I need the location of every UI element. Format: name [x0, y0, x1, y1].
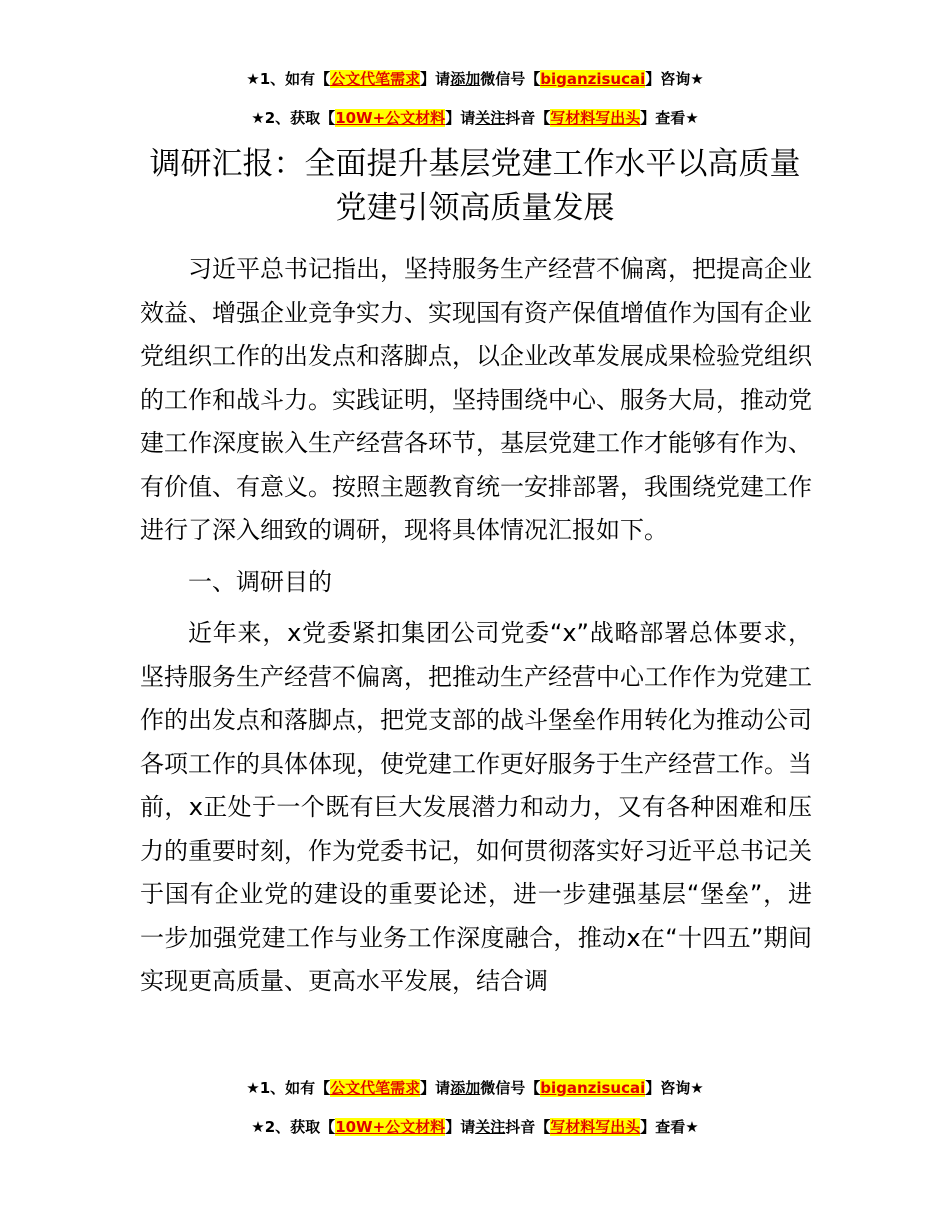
header-promo-line-2	[0, 107, 950, 129]
promo-text: 微信号【	[480, 1079, 541, 1097]
document-title: 调研汇报：全面提升基层党建工作水平以高质量党建引领高质量发展	[149, 146, 801, 226]
promo-highlight: biganzisucai	[540, 70, 646, 88]
promo-highlight: 公文代笔需求	[330, 1079, 421, 1097]
promo-underlined: 关注	[475, 109, 506, 127]
promo-underlined: 添加	[450, 70, 481, 88]
promo-text: 】请	[445, 109, 476, 127]
header-promo-line-1	[0, 68, 950, 90]
promo-text: 】请	[445, 1118, 476, 1136]
footer-promo-line-2	[0, 1116, 950, 1138]
document-body	[140, 248, 812, 1004]
promo-underlined: 关注	[475, 1118, 506, 1136]
promo-highlight: 10W+公文材料	[335, 109, 446, 127]
promo-text: ★2、获取【	[251, 1118, 336, 1136]
promo-text: 】请	[420, 1079, 451, 1097]
promo-text: ★2、获取【	[251, 109, 336, 127]
promo-text: 】查看★	[640, 109, 699, 127]
promo-highlight: 写材料写出头	[550, 109, 641, 127]
promo-underlined: 添加	[450, 1079, 481, 1097]
promo-highlight: 10W+公文材料	[335, 1118, 446, 1136]
promo-text: 】咨询★	[645, 1079, 704, 1097]
promo-text: 微信号【	[480, 70, 541, 88]
promo-highlight: biganzisucai	[540, 1079, 646, 1097]
promo-highlight: 公文代笔需求	[330, 70, 421, 88]
promo-text: 】咨询★	[645, 70, 704, 88]
promo-text: 抖音【	[505, 1118, 551, 1136]
paragraph: 习近平总书记指出，坚持服务生产经营不偏离，把提高企业效益、增强企业竞争实力、实现国有资产保值增值作为国有企业党组织工作的出发点和落脚点，以企业改革发展成果检验党组织的工作和战斗力。实践证明，坚持围绕中心、服务大局，推动党建工作深度嵌入生产经营各环节，基层党建工作才能够有作为、有价值、有意义。按照主题教育统一安排部署，我围绕党建工作进行了深入细致的调研，现将具体情况汇报如下。	[140, 255, 812, 544]
section-heading: 一、调研目的	[188, 567, 332, 596]
promo-text: 抖音【	[505, 109, 551, 127]
promo-text: 】查看★	[640, 1118, 699, 1136]
footer-promo-line-1	[0, 1077, 950, 1099]
promo-text: ★1、如有【	[246, 70, 331, 88]
paragraph: 近年来，x党委紧扣集团公司党委“x”战略部署总体要求，坚持服务生产经营不偏离，把推动生产经营中心工作作为党建工作的出发点和落脚点，把党支部的战斗堡垒作用转化为推动公司各项工作的具体体现，使党建工作更好服务于生产经营工作。当前，x正处于一个既有巨大发展潜力和动力，又有各种困难和压力的重要时刻，作为党委书记，如何贯彻落实好习近平总书记关于国有企业党的建设的重要论述，进一步建强基层“堡垒”，进一步加强党建工作与业务工作深度融合，推动x在“十四五”期间实现更高质量、更高水平发展，结合调	[140, 619, 812, 995]
promo-text: 】请	[420, 70, 451, 88]
promo-highlight: 写材料写出头	[550, 1118, 641, 1136]
promo-text: ★1、如有【	[246, 1079, 331, 1097]
